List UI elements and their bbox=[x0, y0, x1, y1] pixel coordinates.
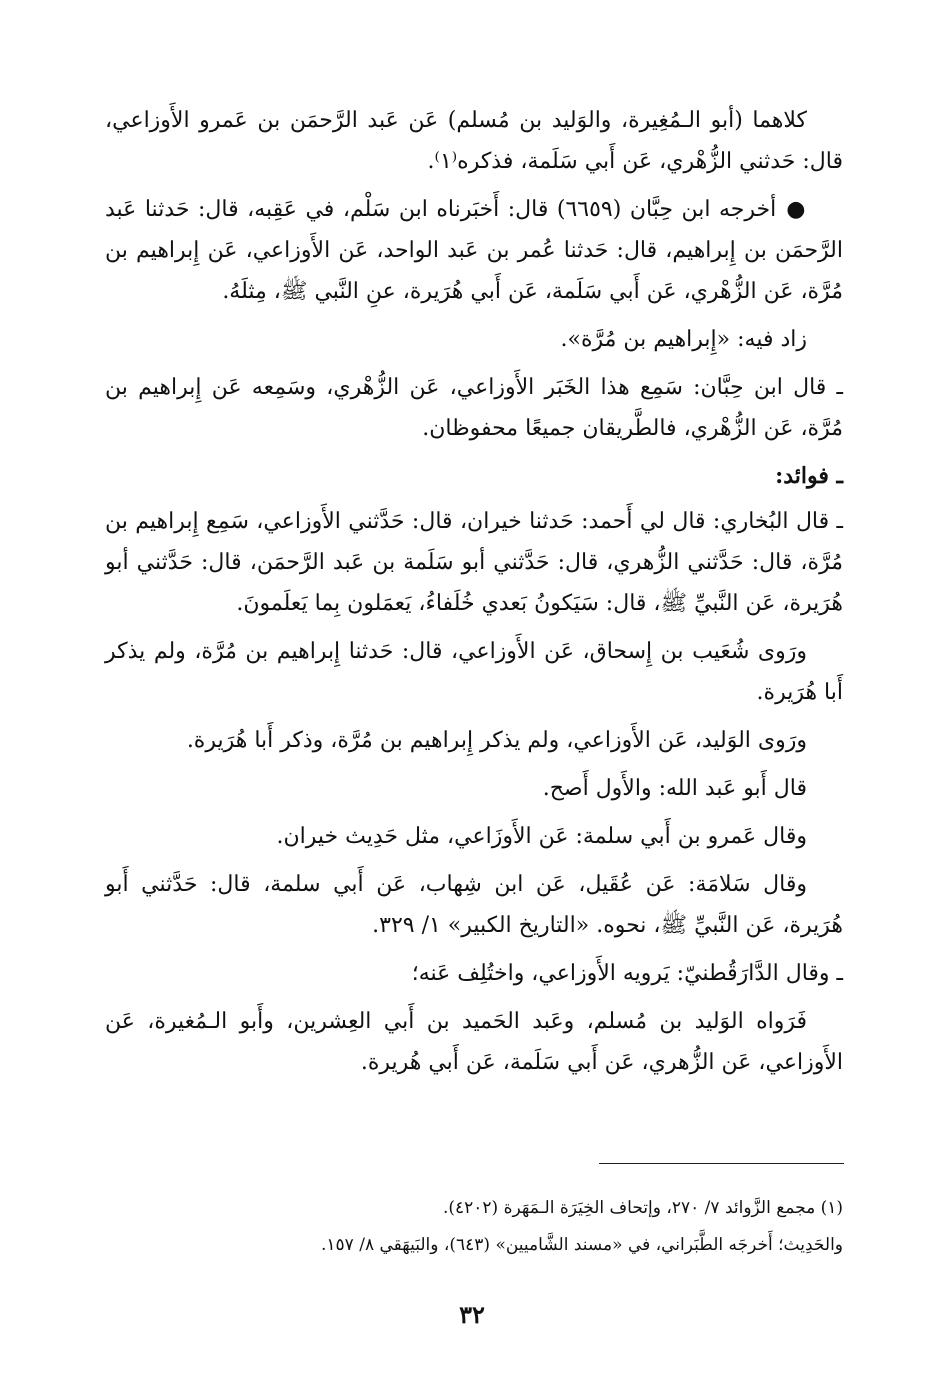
paragraph-chain-summary: كلاهما (أبو الـمُغِيرة، والوَليد بن مُسلم) عَن عَبد الرَّحمَن بن عَمرو الأَوزاعي، قال: حَدثني الزُّهْري، عَن أَبي سَلَمة، فذكره⁽١⁾. bbox=[105, 108, 843, 174]
paragraph-walid: ورَوى الوَليد، عَن الأَوزاعي، ولم يذكر إِبراهيم بن مُرَّة، وذكر أَبا هُرَيرة. bbox=[186, 728, 807, 753]
paragraph-rawahu: فَرَواه الوَليد بن مُسلم، وعَبد الحَميد بن أَبي العِشرين، وأَبو الـمُغيرة، عَن الأَوزاعي، عَن الزُّهري، عَن أَبي سَلَمة، عَن أَبي هُريرة. bbox=[105, 1009, 843, 1075]
paragraph-salama: وقال سَلامَة: عَن عُقَيل، عَن ابن شِهاب، عَن أَبي سلمة، قال: حَدَّثني أَبو هُرَيرة، عَن النَّبيِّ ﷺ، نحوه. «التاريخ الكبير» ١/ ٣٢٩. bbox=[105, 872, 843, 938]
paragraph-ibn-hibban-takhrij bbox=[105, 189, 843, 312]
paragraph-shuayb: ورَوى شُعَيب بن إِسحاق، عَن الأَوزاعي، قال: حَدثنا إِبراهيم بن مُرَّة، ولم يذكر أَبا هُرَيرة. bbox=[105, 639, 843, 705]
paragraph-daraqutni: ـ وقال الدَّارَقُطنيّ: يَرويه الأَوزاعي، واختُلِف عَنه؛ bbox=[411, 961, 843, 986]
footnote-1: (١) مجمع الزَّوائد ٧/ ٢٧٠، وإتحاف الخِيَرَة الـمَهَرة (٤٢٠٢). bbox=[442, 1198, 843, 1218]
paragraph-ibn-hibban-text: أخرجه ابن حِبَّان (٦٦٥٩) قال: أَخبَرناه ابن سَلْم، في عَقِبه، قال: حَدثنا عَبد الرَّحمَن بن إِبراهيم، قال: حَدثنا عُمر بن عَبد الواحد، عَن الأَوزاعي، عَن إِبراهيم بن مُرَّة، عَن الزُّهْري، عَن أَبي سَلَمة، عَن أَبي هُرَيرة، عنِ النَّبي ﷺ، مِثلَهُ. bbox=[105, 197, 843, 304]
paragraph-addition: زاد فيه: «إِبراهيم بن مُرَّة». bbox=[560, 327, 807, 352]
paragraph-ibn-hibban-comment: ـ قال ابن حِبَّان: سَمِع هذا الخَبَر الأَوزاعي، عَن الزُّهْري، وسَمِعه عَن إِبراهيم بن مُرَّة، عَن الزُّهْري، فالطَّريقان جميعًا محفوظان. bbox=[105, 375, 843, 441]
paragraph-bukhari: ـ قال البُخاري: قال لي أَحمد: حَدثنا خيران، قال: حَدَّثني الأَوزاعي، سَمِع إِبراهيم بن مُرَّة، قال: حَدَّثني الزُّهري، قال: حَدَّثني أبو سَلَمة بن عَبد الرَّحمَن، قال: حَدَّثني أبو هُرَيرة، عَن النَّبيِّ ﷺ، قال: سَيَكونُ بَعدي خُلَفاءُ، يَعمَلون بِما يَعلَمونَ. bbox=[105, 509, 843, 616]
page-number: ٣٢ bbox=[459, 1300, 485, 1329]
footnote-divider bbox=[599, 1163, 844, 1164]
paragraph-amr: وقال عَمرو بن أَبي سلمة: عَن الأَوزَاعي، مثل حَدِيث خيران. bbox=[276, 824, 807, 849]
page-body bbox=[105, 100, 843, 1090]
footnotes bbox=[160, 1190, 843, 1264]
section-heading-fawaid: ـ فوائد: bbox=[775, 463, 843, 489]
paragraph-abu-abdillah: قال أَبو عَبد الله: والأَول أَصح. bbox=[542, 776, 807, 801]
footnote-1-continued: والحَدِيث؛ أَخرجَه الطَّبَراني، في «مسند الشَّاميين» (٦٤٣)، والبَيهَقي ٨/ ١٥٧. bbox=[321, 1235, 843, 1255]
bullet-icon: ● bbox=[786, 197, 808, 222]
